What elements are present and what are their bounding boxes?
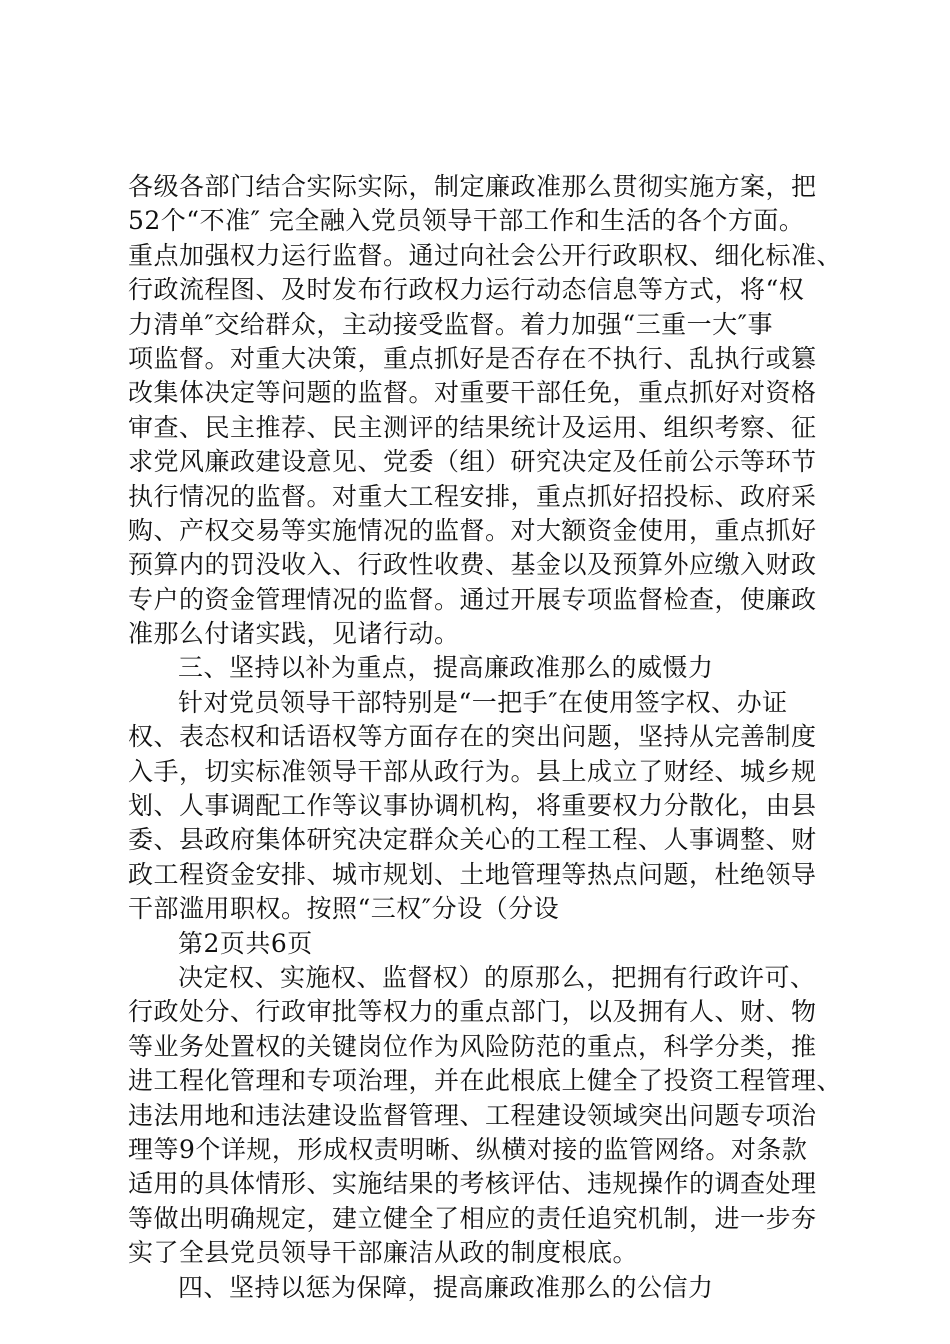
text-line: 违法用地和违法建设监督管理、工程建设领域突出问题专项治 — [128, 1100, 817, 1130]
text-line: 准那么付诸实践，见诸行动。 — [128, 619, 460, 649]
text-line: 进工程化管理和专项治理，并在此根底上健全了投资工程管理、 — [128, 1066, 843, 1096]
text-line: 划、人事调配工作等议事协调机构，将重要权力分散化，由县 — [128, 791, 817, 821]
text-line: 三、坚持以补为重点，提高廉政准那么的威慑力 — [178, 653, 714, 683]
text-line: 行政处分、行政审批等权力的重点部门，以及拥有人、财、物 — [128, 997, 817, 1027]
text-line: 项监督。对重大决策，重点抓好是否存在不执行、乱执行或篡 — [128, 343, 817, 373]
text-line: 改集体决定等问题的监督。对重要干部任免，重点抓好对资格 — [128, 378, 817, 408]
text-line: 等做出明确规定，建立健全了相应的责任追究机制，进一步夯 — [128, 1203, 817, 1233]
text-line: 购、产权交易等实施情况的监督。对大额资金使用，重点抓好 — [128, 515, 817, 545]
text-line: 入手，切实标准领导干部从政行为。县上成立了财经、城乡规 — [128, 756, 817, 786]
text-line: 实了全县党员领导干部廉洁从政的制度根底。 — [128, 1238, 639, 1268]
text-line: 适用的具体情形、实施结果的考核评估、违规操作的调查处理 — [128, 1169, 817, 1199]
text-line: 行政流程图、及时发布行政权力运行动态信息等方式，将“权 — [128, 275, 805, 305]
text-line: 针对党员领导干部特别是“一把手″在使用签字权、办证 — [178, 687, 788, 717]
text-line: 决定权、实施权、监督权）的原那么，把拥有行政许可、 — [178, 962, 816, 992]
text-line: 等业务处置权的关键岗位作为风险防范的重点，科学分类，推 — [128, 1031, 817, 1061]
text-line: 52个“不准″ 完全融入党员领导干部工作和生活的各个方面。 — [128, 206, 805, 236]
page-number-line: 第2页共6页 — [178, 928, 313, 958]
text-line: 重点加强权力运行监督。通过向社会公开行政职权、细化标准、 — [128, 240, 843, 270]
text-line: 专户的资金管理情况的监督。通过开展专项监督检查，使廉政 — [128, 584, 817, 614]
text-line: 四、坚持以惩为保障，提高廉政准那么的公信力 — [178, 1272, 714, 1302]
text-line: 理等9个详规，形成权责明晰、纵横对接的监管网络。对条款 — [128, 1134, 808, 1164]
text-line: 审查、民主推荐、民主测评的结果统计及运用、组织考察、征 — [128, 412, 817, 442]
text-line: 委、县政府集体研究决定群众关心的工程工程、人事调整、财 — [128, 825, 817, 855]
text-line: 干部滥用职权。按照“三权″分设（分设 — [128, 894, 560, 924]
text-line: 政工程资金安排、城市规划、土地管理等热点问题，杜绝领导 — [128, 859, 817, 889]
text-line: 力清单″交给群众，主动接受监督。着力加强“三重一大″事 — [128, 309, 773, 339]
text-line: 求党风廉政建设意见、党委（组）研究决定及任前公示等环节 — [128, 447, 817, 477]
text-line: 执行情况的监督。对重大工程安排，重点抓好招投标、政府采 — [128, 481, 817, 511]
text-line: 预算内的罚没收入、行政性收费、基金以及预算外应缴入财政 — [128, 550, 817, 580]
text-line: 权、表态权和话语权等方面存在的突出问题，坚持从完善制度 — [128, 722, 817, 752]
body-text — [128, 170, 848, 1305]
text-line: 各级各部门结合实际实际，制定廉政准那么贯彻实施方案，把 — [128, 172, 817, 201]
